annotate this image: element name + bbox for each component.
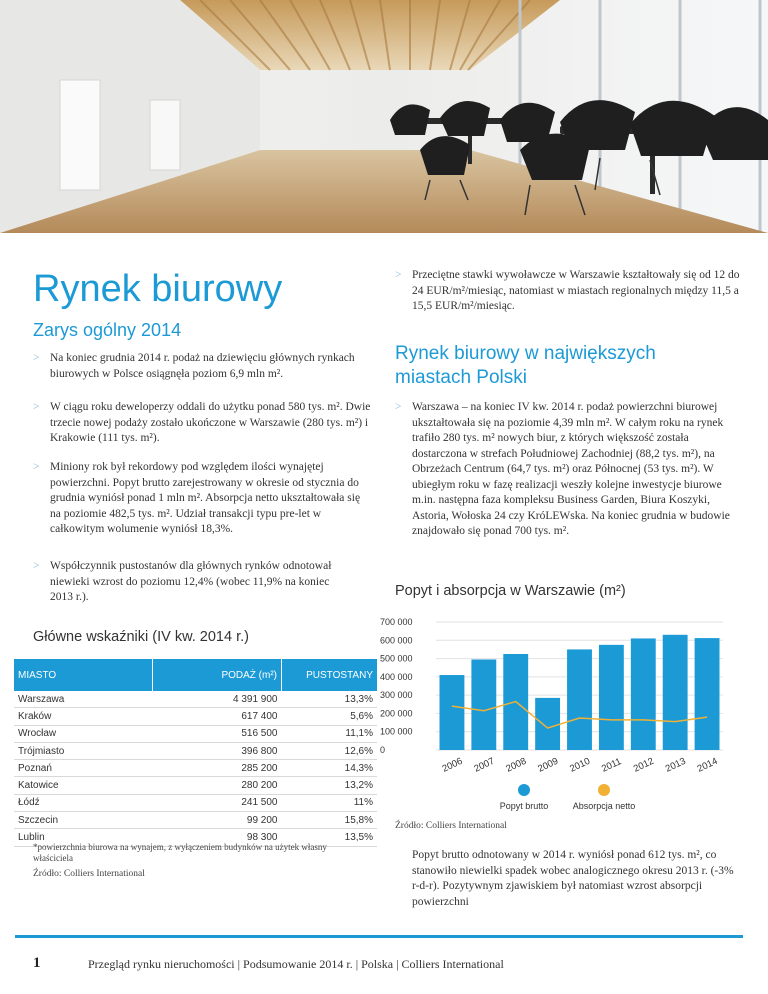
chart-title: Popyt i absorpcja w Warszawie (m²) — [395, 583, 626, 599]
cell-city: Lublin — [14, 829, 153, 846]
cell-city: Poznań — [14, 760, 153, 777]
cell-supply: 396 800 — [153, 742, 282, 759]
table-header-row — [14, 659, 377, 691]
table-row — [14, 725, 377, 742]
cell-supply: 617 400 — [153, 708, 282, 725]
cell-supply: 99 200 — [153, 812, 282, 829]
y-tick-label: 600 000 — [380, 635, 413, 646]
table-row — [14, 742, 377, 759]
x-tick-label: 2006 — [440, 755, 465, 775]
cell-supply: 4 391 900 — [153, 691, 282, 708]
legend-label-demand: Popyt brutto — [499, 801, 549, 811]
legend-marker-demand — [518, 784, 530, 796]
left-bullet-1: > Na koniec grudnia 2014 r. podaż na dziewięciu głównych rynkach biurowych w Polsce osiągnęła poziom 6,9 mln m². — [33, 352, 355, 380]
cell-vacancy: 12,6% — [282, 742, 378, 759]
legend-label-absorption: Absorpcja netto — [572, 801, 636, 811]
x-tick-label: 2007 — [472, 755, 497, 775]
header-supply: PODAŻ (m²) — [153, 659, 282, 691]
left-subtitle: Zarys ogólny 2014 — [33, 320, 182, 340]
x-tick-label: 2010 — [568, 755, 592, 775]
cell-supply: 280 200 — [153, 777, 282, 794]
page-title: Rynek biurowy — [33, 268, 283, 310]
y-tick-label: 100 000 — [380, 726, 413, 737]
cell-vacancy: 11% — [282, 794, 378, 811]
cell-vacancy: 13,5% — [282, 829, 378, 846]
bar-2011 — [599, 645, 624, 750]
chart-y-axis — [380, 617, 413, 755]
table-row — [14, 777, 377, 794]
cell-vacancy: 14,3% — [282, 760, 378, 777]
header-vacancy: PUSTOSTANY — [282, 659, 378, 691]
bullet-arrow-icon: > — [395, 269, 402, 281]
cell-vacancy: 13,2% — [282, 777, 378, 794]
cell-city: Warszawa — [14, 691, 153, 708]
y-tick-label: 500 000 — [380, 653, 413, 664]
bar-2007 — [471, 659, 496, 750]
indicators-table — [14, 659, 377, 847]
chart-legend — [500, 784, 636, 811]
table-row — [14, 691, 377, 708]
x-tick-label: 2013 — [663, 755, 688, 775]
header-city: MIASTO — [14, 659, 153, 691]
table-note: *powierzchnia biurowa na wynajem, z wyłączeniem budynków na użytek własny właściciela — [33, 842, 327, 863]
left-bullet-3: > Miniony rok był rekordowy pod względem ilości wynajętej powierzchni. Popyt brutto zarejestrowany w okresie od stycznia do grudnia wyniósł ponad 1 mln m². Absorpcja netto ukształtowała się na poziomie 482,5 tys. m². Udział transakcji typu pre-let w całkowitym wolumenie wyniósł 18,3%. — [33, 461, 361, 535]
footer-divider — [15, 935, 743, 938]
table-row — [14, 708, 377, 725]
right-bullet-top: > Przeciętne stawki wywoławcze w Warszawie kształtowały się od 12 do 24 EUR/m²/miesiąc, natomiast w miastach regionalnych między 11,5 a 15,5 EUR/m²/miesiąc. — [395, 269, 740, 312]
chart-x-axis — [441, 756, 720, 775]
bullet-arrow-icon: > — [33, 401, 40, 413]
right-bullet: > Warszawa – na koniec IV kw. 2014 r. podaż powierzchni biurowej ukształtowała się na poziomie 4,39 mln m². W całym roku na rynek trafiło 280 tys. m² nowych biur, z których większość została dostarczona w strefach Południowej Zachodniej (88,2 tys. m²), na Obrzeżach Centrum (64,7 tys. m²) oraz Północnej (53 tys. m²). W ubiegłym roku w fazę realizacji weszły kolejne inwestycje biurowe m.in. następna faza kompleksu Business Garden, Biura Koszyki, Astoria, Wołoska 24 czy KróLEWska. Na koniec grudnia w budowie znajdowało się ponad 700 tys. m². — [395, 401, 730, 537]
y-tick-label: 300 000 — [380, 690, 413, 701]
x-tick-label: 2009 — [536, 755, 561, 775]
cell-city: Wrocław — [14, 725, 153, 742]
x-tick-label: 2014 — [695, 755, 720, 775]
table-row — [14, 760, 377, 777]
chart-source: Źródło: Colliers International — [395, 821, 507, 831]
cell-supply: 516 500 — [153, 725, 282, 742]
cell-vacancy: 15,8% — [282, 812, 378, 829]
bullet-arrow-icon: > — [395, 401, 402, 413]
bar-2014 — [695, 638, 720, 750]
cell-vacancy: 11,1% — [282, 725, 378, 742]
bullet-arrow-icon: > — [33, 461, 40, 473]
bullet-arrow-icon: > — [33, 560, 40, 572]
y-tick-label: 0 — [380, 745, 386, 755]
cell-supply: 98 300 — [153, 829, 282, 846]
bar-2006 — [440, 675, 465, 750]
y-tick-label: 400 000 — [380, 671, 413, 682]
right-subtitle: Rynek biurowy w największych miastach Polski — [395, 343, 656, 388]
bullet-arrow-icon: > — [33, 352, 40, 364]
x-tick-label: 2008 — [504, 755, 529, 775]
x-tick-label: 2012 — [631, 755, 656, 775]
cell-city: Trójmiasto — [14, 742, 153, 759]
bar-2009 — [535, 698, 560, 750]
cell-city: Katowice — [14, 777, 153, 794]
demand-chart — [378, 612, 728, 837]
cell-city: Kraków — [14, 708, 153, 725]
cell-supply: 241 500 — [153, 794, 282, 811]
page-number: 1 — [33, 955, 41, 971]
y-tick-label: 200 000 — [380, 708, 413, 719]
footer-text: Przegląd rynku nieruchomości | Podsumowanie 2014 r. | Polska | Colliers International — [88, 957, 504, 971]
table-source: Źródło: Colliers International — [33, 869, 145, 879]
cell-city: Szczecin — [14, 812, 153, 829]
cell-city: Łódź — [14, 794, 153, 811]
x-tick-label: 2011 — [600, 756, 624, 775]
cell-vacancy: 5,6% — [282, 708, 378, 725]
bar-2012 — [631, 638, 656, 750]
left-bullet-4: > Współczynnik pustostanów dla głównych rynków odnotował niewieki wzrost do poziomu 12,4% (wobec 11,9% na koniec 2013 r.). — [33, 560, 332, 603]
left-bullet-2: > W ciągu roku deweloperzy oddali do użytku ponad 580 tys. m². Dwie trzecie nowej podaży zostało ukończone w Warszawie (280 tys. m²) i Krakowie (111 tys. m²). — [33, 401, 371, 444]
bar-2010 — [567, 649, 592, 750]
right-paragraph: Popyt brutto odnotowany w 2014 r. wyniósł ponad 612 tys. m², co stanowiło niewielki spadek wobec analogicznego okresu 2013 r. (-3% r-d-r). Pozytywnym zjawiskiem był natomiast wzrost absorpcji powierzchni — [412, 849, 734, 908]
table-row — [14, 812, 377, 829]
table-row — [14, 794, 377, 811]
legend-marker-absorption — [598, 784, 610, 796]
chart-bars — [440, 635, 720, 750]
cell-supply: 285 200 — [153, 760, 282, 777]
table-heading: Główne wskaźniki (IV kw. 2014 r.) — [33, 629, 249, 645]
y-tick-label: 700 000 — [380, 617, 413, 627]
cell-vacancy: 13,3% — [282, 691, 378, 708]
hero-photo — [0, 0, 768, 233]
bar-2013 — [663, 635, 688, 750]
